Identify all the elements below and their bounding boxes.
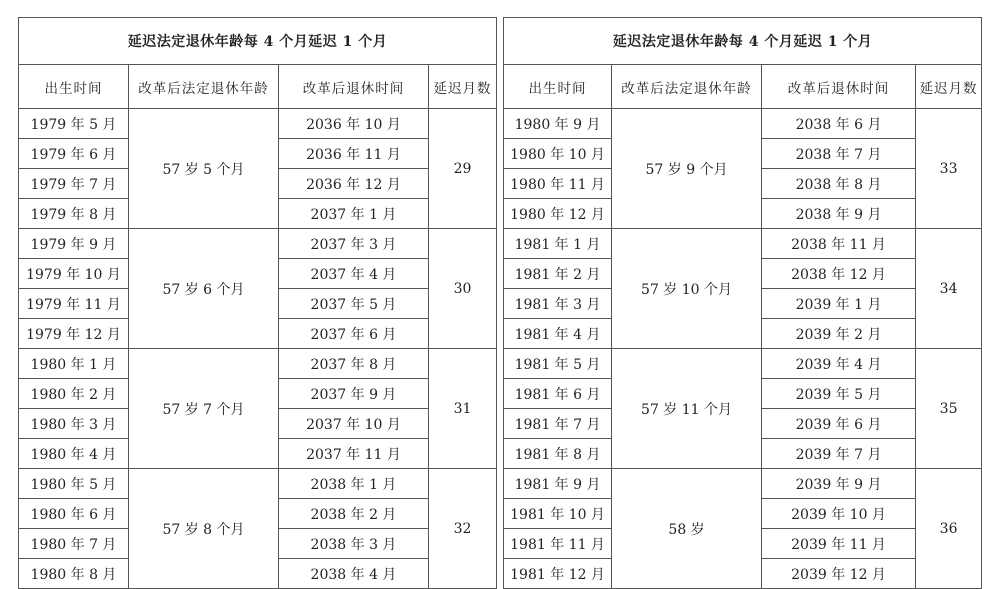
birth-time-cell: 1980 年 11 月 — [504, 169, 612, 199]
retirement-time-cell: 2038 年 4 月 — [279, 559, 429, 589]
header-delay-months: 延迟月数 — [916, 65, 982, 109]
table-title: 延迟法定退休年龄每 4 个月延迟 1 个月 — [19, 18, 497, 65]
retirement-age-cell: 57 岁 11 个月 — [612, 349, 762, 469]
retirement-time-cell: 2037 年 9 月 — [279, 379, 429, 409]
retirement-time-cell: 2038 年 7 月 — [762, 139, 916, 169]
retirement-time-cell: 2039 年 9 月 — [762, 469, 916, 499]
retirement-time-cell: 2039 年 12 月 — [762, 559, 916, 589]
table-row — [19, 229, 497, 259]
retirement-time-cell: 2037 年 8 月 — [279, 349, 429, 379]
birth-time-cell: 1981 年 9 月 — [504, 469, 612, 499]
left-retirement-table — [18, 17, 497, 589]
retirement-time-cell: 2037 年 11 月 — [279, 439, 429, 469]
retirement-time-cell: 2039 年 7 月 — [762, 439, 916, 469]
retirement-time-cell: 2036 年 11 月 — [279, 139, 429, 169]
retirement-time-cell: 2037 年 6 月 — [279, 319, 429, 349]
header-birth-time: 出生时间 — [504, 65, 612, 109]
table-row — [504, 349, 982, 379]
retirement-age-cell: 57 岁 8 个月 — [129, 469, 279, 589]
birth-time-cell: 1980 年 8 月 — [19, 559, 129, 589]
retirement-time-cell: 2037 年 5 月 — [279, 289, 429, 319]
birth-time-cell: 1981 年 7 月 — [504, 409, 612, 439]
retirement-time-cell: 2036 年 10 月 — [279, 109, 429, 139]
retirement-time-cell: 2039 年 6 月 — [762, 409, 916, 439]
retirement-time-cell: 2036 年 12 月 — [279, 169, 429, 199]
retirement-time-cell: 2038 年 11 月 — [762, 229, 916, 259]
table-row — [19, 349, 497, 379]
retirement-time-cell: 2037 年 10 月 — [279, 409, 429, 439]
retirement-time-cell: 2039 年 2 月 — [762, 319, 916, 349]
birth-time-cell: 1981 年 11 月 — [504, 529, 612, 559]
birth-time-cell: 1979 年 5 月 — [19, 109, 129, 139]
retirement-age-cell: 58 岁 — [612, 469, 762, 589]
header-retirement-time: 改革后退休时间 — [279, 65, 429, 109]
birth-time-cell: 1980 年 6 月 — [19, 499, 129, 529]
retirement-age-cell: 57 岁 10 个月 — [612, 229, 762, 349]
retirement-time-cell: 2039 年 11 月 — [762, 529, 916, 559]
table-row — [504, 109, 982, 139]
retirement-time-cell: 2038 年 9 月 — [762, 199, 916, 229]
birth-time-cell: 1980 年 9 月 — [504, 109, 612, 139]
birth-time-cell: 1980 年 2 月 — [19, 379, 129, 409]
retirement-age-cell: 57 岁 7 个月 — [129, 349, 279, 469]
birth-time-cell: 1980 年 3 月 — [19, 409, 129, 439]
delay-months-cell: 35 — [916, 349, 982, 469]
birth-time-cell: 1979 年 6 月 — [19, 139, 129, 169]
retirement-age-cell: 57 岁 9 个月 — [612, 109, 762, 229]
birth-time-cell: 1980 年 5 月 — [19, 469, 129, 499]
delay-months-cell: 34 — [916, 229, 982, 349]
birth-time-cell: 1979 年 11 月 — [19, 289, 129, 319]
birth-time-cell: 1981 年 12 月 — [504, 559, 612, 589]
retirement-time-cell: 2039 年 4 月 — [762, 349, 916, 379]
header-birth-time: 出生时间 — [19, 65, 129, 109]
retirement-time-cell: 2039 年 5 月 — [762, 379, 916, 409]
birth-time-cell: 1979 年 10 月 — [19, 259, 129, 289]
table-row — [504, 469, 982, 499]
birth-time-cell: 1981 年 8 月 — [504, 439, 612, 469]
delay-months-cell: 32 — [429, 469, 497, 589]
table-row — [19, 469, 497, 499]
retirement-time-cell: 2038 年 8 月 — [762, 169, 916, 199]
right-retirement-table — [503, 17, 982, 589]
birth-time-cell: 1981 年 5 月 — [504, 349, 612, 379]
birth-time-cell: 1979 年 12 月 — [19, 319, 129, 349]
delay-months-cell: 29 — [429, 109, 497, 229]
birth-time-cell: 1981 年 4 月 — [504, 319, 612, 349]
retirement-time-cell: 2038 年 2 月 — [279, 499, 429, 529]
header-retirement-age: 改革后法定退休年龄 — [612, 65, 762, 109]
header-retirement-time: 改革后退休时间 — [762, 65, 916, 109]
table-title: 延迟法定退休年龄每 4 个月延迟 1 个月 — [504, 18, 982, 65]
birth-time-cell: 1979 年 7 月 — [19, 169, 129, 199]
birth-time-cell: 1981 年 10 月 — [504, 499, 612, 529]
table-row — [504, 229, 982, 259]
birth-time-cell: 1980 年 1 月 — [19, 349, 129, 379]
retirement-time-cell: 2037 年 3 月 — [279, 229, 429, 259]
delay-months-cell: 36 — [916, 469, 982, 589]
birth-time-cell: 1979 年 9 月 — [19, 229, 129, 259]
birth-time-cell: 1981 年 3 月 — [504, 289, 612, 319]
retirement-time-cell: 2038 年 1 月 — [279, 469, 429, 499]
retirement-age-cell: 57 岁 5 个月 — [129, 109, 279, 229]
birth-time-cell: 1979 年 8 月 — [19, 199, 129, 229]
birth-time-cell: 1981 年 2 月 — [504, 259, 612, 289]
birth-time-cell: 1980 年 12 月 — [504, 199, 612, 229]
header-retirement-age: 改革后法定退休年龄 — [129, 65, 279, 109]
retirement-time-cell: 2039 年 1 月 — [762, 289, 916, 319]
retirement-time-cell: 2037 年 4 月 — [279, 259, 429, 289]
birth-time-cell: 1980 年 10 月 — [504, 139, 612, 169]
header-delay-months: 延迟月数 — [429, 65, 497, 109]
delay-months-cell: 31 — [429, 349, 497, 469]
retirement-tables — [18, 17, 980, 583]
retirement-time-cell: 2039 年 10 月 — [762, 499, 916, 529]
birth-time-cell: 1981 年 1 月 — [504, 229, 612, 259]
retirement-time-cell: 2037 年 1 月 — [279, 199, 429, 229]
birth-time-cell: 1980 年 7 月 — [19, 529, 129, 559]
birth-time-cell: 1981 年 6 月 — [504, 379, 612, 409]
birth-time-cell: 1980 年 4 月 — [19, 439, 129, 469]
retirement-age-cell: 57 岁 6 个月 — [129, 229, 279, 349]
retirement-time-cell: 2038 年 6 月 — [762, 109, 916, 139]
retirement-time-cell: 2038 年 12 月 — [762, 259, 916, 289]
delay-months-cell: 33 — [916, 109, 982, 229]
retirement-time-cell: 2038 年 3 月 — [279, 529, 429, 559]
delay-months-cell: 30 — [429, 229, 497, 349]
table-row — [19, 109, 497, 139]
